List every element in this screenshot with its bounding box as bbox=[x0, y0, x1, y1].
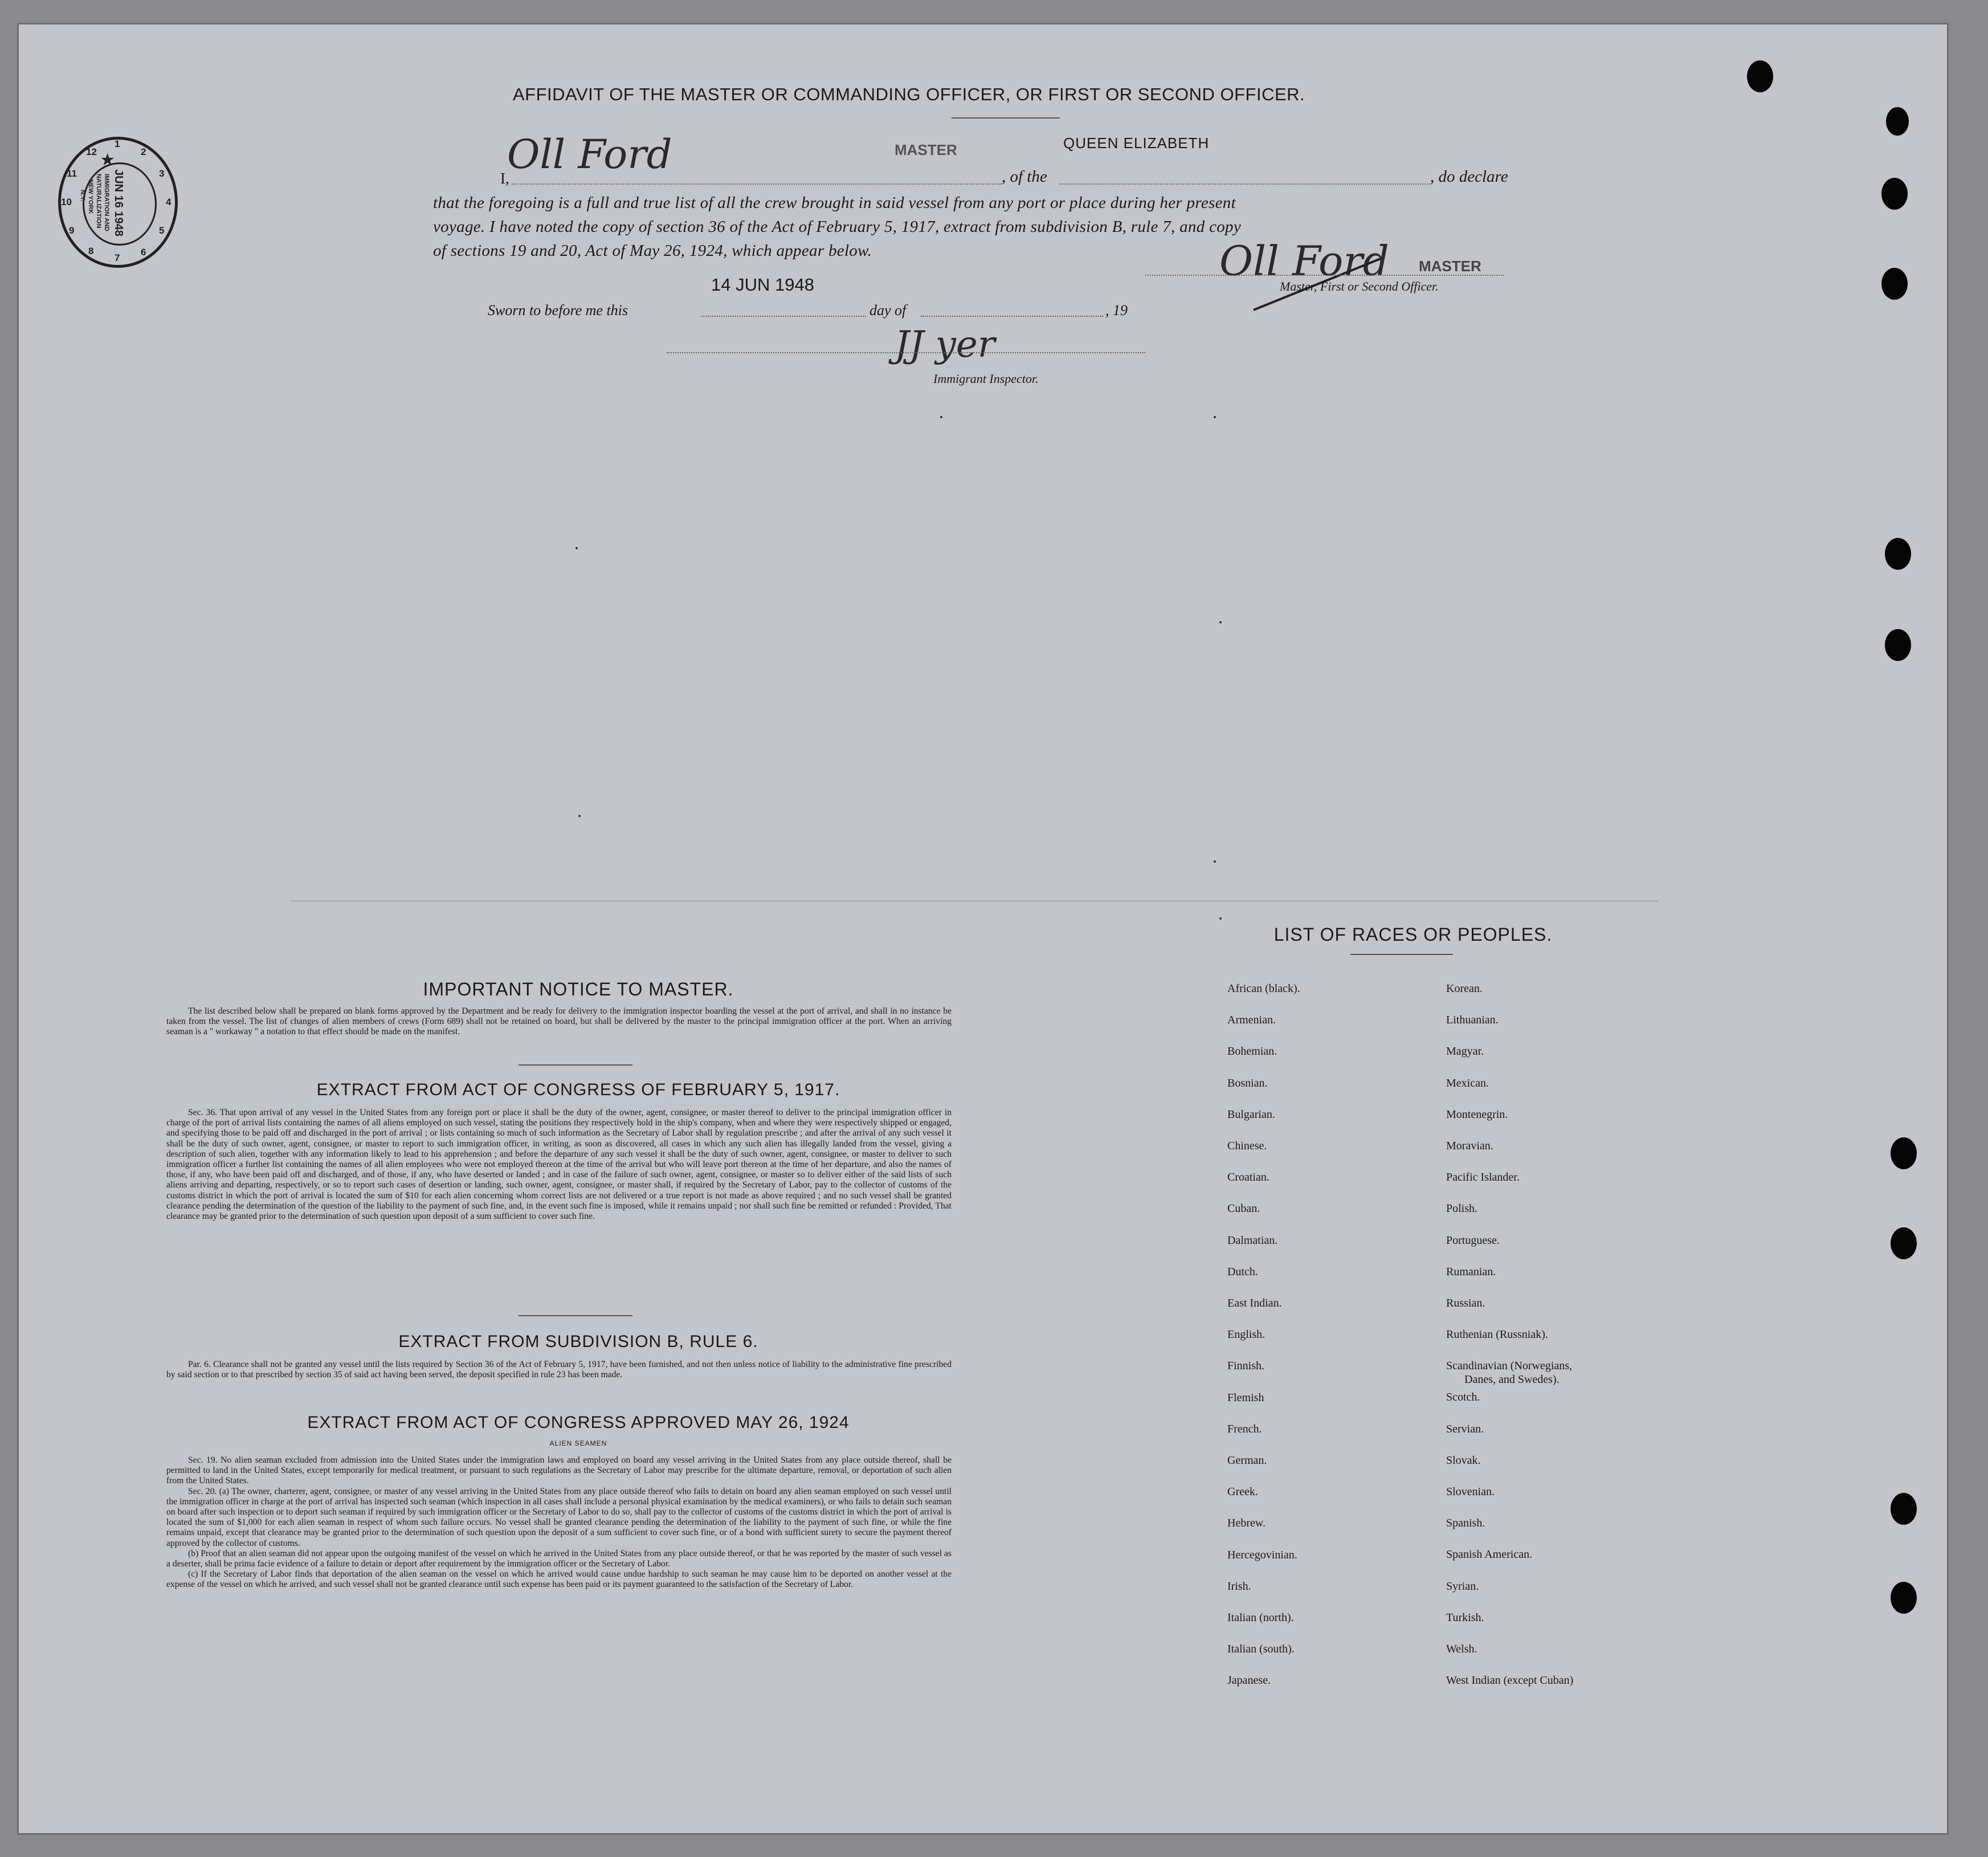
sec-20c-paragraph: (c) If the Secretary of Labor finds that deportation of the alien seaman on the vessel on which he arrived would cause undue hardship to such seaman he may cause him to be deported on another vessel at the expense of the vessel on which he arrived, and such vessel shall not be granted clearance until such expense has been paid or its payment guaranteed to the satisfaction of the Secretary of Labor. bbox=[166, 1569, 952, 1590]
day-of-label: day of bbox=[870, 302, 907, 319]
extract-1924-body bbox=[166, 1455, 952, 1590]
races-rule bbox=[1350, 954, 1453, 955]
faint-rule bbox=[291, 900, 1658, 902]
extract-1917-body bbox=[166, 1108, 952, 1222]
race-item: African (black). bbox=[1227, 982, 1300, 995]
sworn-label: Sworn to before me this bbox=[488, 302, 628, 319]
stamp-digit: 8 bbox=[88, 246, 94, 256]
stamp-digit: 3 bbox=[159, 168, 165, 179]
name-line bbox=[512, 183, 1002, 185]
race-item: Finnish. bbox=[1227, 1360, 1265, 1373]
inspector-signature: JJ yer bbox=[895, 324, 995, 366]
race-item: Syrian. bbox=[1446, 1580, 1479, 1593]
stamp-digit: 1 bbox=[115, 138, 120, 149]
manifest-sheet bbox=[17, 23, 1949, 1835]
punch-hole bbox=[1891, 1493, 1917, 1525]
stamp-digit: 7 bbox=[115, 252, 120, 263]
faint-mark bbox=[1219, 621, 1222, 623]
punch-hole bbox=[1891, 1137, 1917, 1169]
declaration-line-3: of sections 19 and 20, Act of May 26, 1924, which appear below. bbox=[433, 242, 872, 260]
year-label: , 19 bbox=[1105, 302, 1128, 319]
officer-caption: Master, First or Second Officer. bbox=[1280, 279, 1439, 293]
race-item: English. bbox=[1227, 1328, 1266, 1341]
faint-mark bbox=[1214, 416, 1216, 418]
section-36-paragraph: Sec. 36. That upon arrival of any vessel in the United States from any foreign port or place it shall be the duty of the owner, agent, consignee, or master thereof to deliver to the principal immigration officer in charge of the port of arrival lists containing the names of all aliens employed on such vessel, stating the positions they respectively hold in the ship's company, when and where they were respectively shipped or engaged, and specifying those to be paid off and discharged in the port of arrival ; or lists containing so much of such information as the Secretary of Labor shall by regulation prescribe ; and after the arrival of any such vessel it shall be the duty of such owner, agent, consignee, or master to report to such immigration officer, in writing, as soon as discovered, all cases in which any such alien has illegally landed from the vessel, giving a description of such alien, together with any information likely to lead to his apprehension ; and before the departure of any such vessel it shall be the duty of such owner, agent, consignee, or master to deliver to such immigration officer a further list containing the names of all alien employees who were not employed thereon at the time of the arrival but who will leave port thereon at the time of her departure, and also the names of those, if any, who have been paid off and discharged, and of those, if any, who have deserted or landed ; and in case of the failure of such owner, agent, consignee, or master so to deliver either of the said lists of such aliens arriving and departing, respectively, or so to report such cases of desertion or landing, such owner, agent, consignee, or master shall, if required by the Secretary of Labor, pay to the collector of customs of the customs district in which the port of arrival is located the sum of $10 for each alien concerning whom correct lists are not delivered or a true report is not made as above required ; and no such vessel shall be granted clearance pending the determination of the question of the liability to the payment of such fine, and, in the event such fine is imposed, while it remains unpaid ; nor shall such fine be remitted or refunded : Provided, That clearance may be granted prior to the determination of such question upon deposit of a sum sufficient to cover such fine. bbox=[166, 1108, 952, 1222]
race-item: French. bbox=[1227, 1422, 1262, 1435]
stamp-digit: 12 bbox=[86, 146, 97, 157]
race-item: Scandinavian (Norwegians, bbox=[1446, 1360, 1573, 1373]
race-item: Scotch. bbox=[1446, 1391, 1480, 1404]
declaration-line-1: that the foregoing is a full and true list of all the crew brought in said vessel from any port or place during her present bbox=[433, 194, 1236, 212]
race-item: Slovenian. bbox=[1446, 1485, 1495, 1498]
race-item: Welsh. bbox=[1446, 1643, 1477, 1655]
race-item: Magyar. bbox=[1446, 1045, 1484, 1058]
notice-paragraph: The list described below shall be prepared on blank forms approved by the Department and be ready for delivery to the immigration inspector boarding the vessel at the port of arrival, and shall in no instance be taken from the vessel. The list of changes of alien members of crews (Form 689) shall not be retained on board, but shall be delivered by the master to the principal immigration officer at the port. When an arriving seaman is a " workaway " a notation to that effect should be made on the manifest. bbox=[166, 1006, 952, 1037]
race-item: Dutch. bbox=[1227, 1265, 1258, 1278]
race-item: Russian. bbox=[1446, 1297, 1485, 1309]
race-item: Mexican. bbox=[1446, 1076, 1489, 1089]
extract-1924-title: EXTRACT FROM ACT OF CONGRESS APPROVED MAY 26, 1924 bbox=[307, 1413, 850, 1432]
stamp-line-1: IMMIGRATION AND bbox=[103, 174, 110, 231]
affidavit-title: AFFIDAVIT OF THE MASTER OR COMMANDING OFFICER, OR FIRST OR SECOND OFFICER. bbox=[513, 84, 1305, 104]
punch-hole bbox=[1886, 107, 1909, 136]
race-item: Italian (south). bbox=[1227, 1643, 1295, 1656]
of-the-label: , of the bbox=[1002, 168, 1047, 186]
race-item: Flemish bbox=[1227, 1391, 1264, 1404]
stamp-date: JUN 16 1948 bbox=[112, 169, 125, 236]
notice-title: IMPORTANT NOTICE TO MASTER. bbox=[423, 979, 734, 999]
faint-mark bbox=[1219, 917, 1222, 920]
race-item: Spanish. bbox=[1446, 1517, 1485, 1530]
title-rule bbox=[952, 117, 1060, 119]
race-item: Lithuanian. bbox=[1446, 1014, 1499, 1027]
master-signature: Oll Ford bbox=[507, 131, 672, 178]
master-signature-2: Oll Ford bbox=[1219, 237, 1389, 285]
punch-hole bbox=[1747, 60, 1773, 92]
race-item: Dalmatian. bbox=[1227, 1234, 1278, 1247]
par-6-paragraph: Par. 6. Clearance shall not be granted any vessel until the lists required by Section 36 of the Act of February 5, 1917, have been furnished, and not then unless notice of liability to the administrative fine prescribed by said section or to that prescribed by section 35 of said act having been served, the deposit specified in rule 23 has been made. bbox=[166, 1360, 952, 1380]
race-item: Hercegovinian. bbox=[1227, 1548, 1297, 1561]
race-item: Hebrew. bbox=[1227, 1517, 1266, 1530]
i-label: I, bbox=[500, 170, 509, 187]
race-item: Chinese. bbox=[1227, 1140, 1267, 1152]
immigration-stamp bbox=[58, 137, 178, 268]
race-item: Japanese. bbox=[1227, 1674, 1271, 1687]
do-declare-label: , do declare bbox=[1430, 168, 1508, 186]
race-item: Pacific Islander. bbox=[1446, 1171, 1520, 1184]
punch-hole bbox=[1885, 538, 1911, 570]
divider-1 bbox=[519, 1064, 632, 1066]
race-item: Polish. bbox=[1446, 1202, 1478, 1215]
sec-19-paragraph: Sec. 19. No alien seaman excluded from admission into the United States under the immigration laws and employed on board any vessel arriving in the United States from any place outside thereof, shall be permitted to land in the United States, except temporarily for medical treatment, or pursuant to such regulations as the Secretary of Labor may prescribe for the ultimate departure, removal, or deportation of such alien from the United States. bbox=[166, 1455, 952, 1486]
day-line bbox=[701, 316, 866, 317]
race-item: Danes, and Swedes). bbox=[1464, 1373, 1560, 1386]
race-item: West Indian (except Cuban) bbox=[1446, 1674, 1574, 1687]
race-item: Turkish. bbox=[1446, 1611, 1484, 1624]
punch-hole bbox=[1881, 178, 1908, 210]
stamp-digit: 6 bbox=[141, 247, 146, 258]
race-item: Servian. bbox=[1446, 1422, 1484, 1435]
race-item: Croatian. bbox=[1227, 1171, 1269, 1184]
race-item: Ruthenian (Russniak). bbox=[1446, 1328, 1548, 1341]
inspector-caption: Immigrant Inspector. bbox=[933, 372, 1039, 386]
date-stamp: 14 JUN 1948 bbox=[711, 275, 814, 295]
stamp-digit: 10 bbox=[61, 197, 72, 207]
races-title: LIST OF RACES OR PEOPLES. bbox=[1273, 924, 1553, 945]
race-item: Cuban. bbox=[1227, 1202, 1260, 1215]
inspector-line bbox=[667, 352, 1145, 353]
sec-20b-paragraph: (b) Proof that an alien seaman did not appear upon the outgoing manifest of the vessel on which he arrived in the United States from any place outside thereof, or that he was reported by the master of such vessel as a deserter, shall be prima facie evidence of a failure to detain or deport after requirement by the immigration officer or the Secretary of Labor. bbox=[166, 1548, 952, 1569]
divider-2 bbox=[519, 1315, 632, 1316]
race-item: Moravian. bbox=[1446, 1140, 1493, 1152]
race-item: Rumanian. bbox=[1446, 1265, 1496, 1278]
stamp-line-2: NATURALIZATION bbox=[95, 174, 102, 228]
race-item: Slovak. bbox=[1446, 1454, 1481, 1467]
faint-mark bbox=[940, 416, 942, 418]
race-item: Spanish American. bbox=[1446, 1548, 1533, 1561]
stamp-digit: 11 bbox=[67, 168, 77, 179]
faint-mark bbox=[575, 547, 578, 549]
punch-hole bbox=[1885, 629, 1911, 661]
stamp-digit: 5 bbox=[159, 225, 165, 236]
punch-hole bbox=[1891, 1227, 1917, 1259]
stamp-digit: 9 bbox=[69, 225, 75, 236]
vessel-line bbox=[1060, 183, 1430, 185]
race-item: German. bbox=[1227, 1454, 1267, 1467]
race-item: Greek. bbox=[1227, 1485, 1258, 1499]
alien-seamen-subtitle: ALIEN SEAMEN bbox=[549, 1439, 607, 1447]
punch-hole bbox=[1891, 1582, 1917, 1614]
vessel-name: QUEEN ELIZABETH bbox=[1063, 134, 1210, 152]
rule-6-body bbox=[166, 1360, 952, 1380]
race-item: Armenian. bbox=[1227, 1014, 1276, 1027]
stamp-digit: 2 bbox=[141, 146, 146, 157]
race-item: Bosnian. bbox=[1227, 1076, 1268, 1089]
notice-body bbox=[166, 1006, 952, 1038]
race-item: East Indian. bbox=[1227, 1297, 1282, 1309]
stamp-line-4: N.Y. bbox=[79, 190, 86, 202]
declaration-line-2: voyage. I have noted the copy of section 36 of the Act of February 5, 1917, extract from subdivision B, rule 7, and copy bbox=[433, 218, 1242, 236]
race-item: Italian (north). bbox=[1227, 1611, 1294, 1624]
faint-mark bbox=[578, 815, 581, 817]
extract-1917-title: EXTRACT FROM ACT OF CONGRESS OF FEBRUARY 5, 1917. bbox=[316, 1080, 840, 1099]
master-stamp-text: MASTER bbox=[895, 141, 957, 158]
race-item: Korean. bbox=[1446, 982, 1483, 995]
signature-title-stamp: MASTER bbox=[1419, 258, 1481, 275]
officer-line bbox=[1145, 275, 1504, 276]
month-line bbox=[921, 316, 1103, 317]
race-item: Irish. bbox=[1227, 1580, 1251, 1593]
sec-20a-paragraph: Sec. 20. (a) The owner, charterer, agent, consignee, or master of any vessel arriving in the United States from any place outside thereof who fails to detain on board any alien seaman employed on such vessel until the immigration officer in charge at the port of arrival has inspected such seaman (which inspection in all cases shall include a personal physical examination by the medical examiners), or who fails to detain such seaman on board after such inspection or to deport such seaman if required by such immigration officer or the Secretary of Labor to do so, shall pay to the collector of customs of the customs district in which the port of arrival is located the sum of $1,000 for each alien seaman in respect of whom such failure occurs. No vessel shall be granted clearance pending the determination of the liability to the payment of such fine, or while the fine remains unpaid, except that clearance may be granted prior to the determination of such question upon the deposit of a sum sufficient to cover such fine, or of a bond with sufficient surety to secure the payment thereof approved by the collector of customs. bbox=[166, 1486, 952, 1548]
stamp-digit: 4 bbox=[166, 197, 172, 207]
race-item: Montenegrin. bbox=[1446, 1108, 1508, 1121]
race-item: Bohemian. bbox=[1227, 1045, 1277, 1058]
race-item: Portuguese. bbox=[1446, 1234, 1500, 1247]
punch-hole bbox=[1881, 268, 1908, 300]
faint-mark bbox=[1214, 860, 1216, 863]
star-icon: ★ bbox=[101, 151, 115, 168]
stamp-line-3: NEW YORK bbox=[87, 179, 94, 214]
rule-6-title: EXTRACT FROM SUBDIVISION B, RULE 6. bbox=[398, 1332, 758, 1351]
race-item: Bulgarian. bbox=[1227, 1108, 1275, 1121]
